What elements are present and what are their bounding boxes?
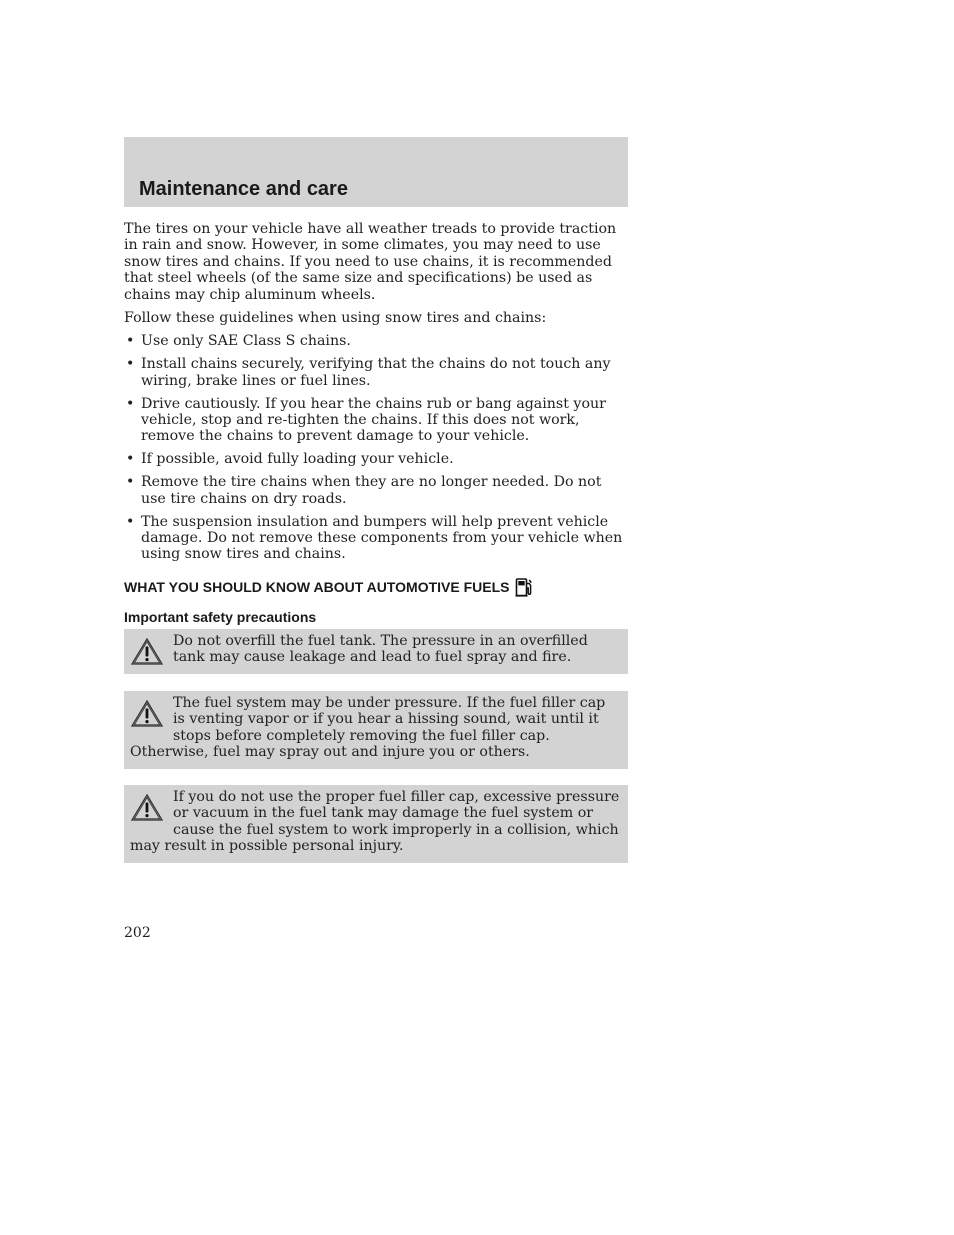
bullet-dot: •: [126, 451, 135, 468]
page-number: 202: [124, 925, 151, 941]
list-item-text: If possible, avoid fully loading your vehicle.: [141, 451, 454, 468]
list-item-text: Drive cautiously. If you hear the chains rub or bang against your vehicle, stop and re-tighten the chains. If this does not work, remove the chains to prevent damage to your vehicle.: [141, 395, 606, 445]
fuels-section-heading: [124, 577, 628, 597]
list-item: [124, 396, 628, 445]
list-item: [124, 356, 628, 389]
warning-box: [124, 785, 628, 863]
bullet-dot: •: [126, 513, 135, 530]
list-item: [124, 474, 628, 507]
warning-triangle-icon: [130, 637, 164, 667]
warning-box: [124, 629, 628, 674]
list-item-text: Install chains securely, verifying that the chains do not touch any wiring, brake lines or fuel lines.: [141, 356, 611, 389]
list-item-text: The suspension insulation and bumpers will help prevent vehicle damage. Do not remove these components from your vehicle when using snow tires and chains.: [141, 513, 623, 563]
list-item-text: Use only SAE Class S chains.: [141, 333, 351, 350]
fuels-heading-text: WHAT YOU SHOULD KNOW ABOUT AUTOMOTIVE FUELS: [124, 578, 510, 595]
warning-text: The fuel system may be under pressure. If the fuel filler cap is venting vapor or if you hear a hissing sound, wait until it stops before completely removing the fuel filler cap. Otherwise, fuel may spray out and injure you or others.: [130, 695, 606, 761]
intro-paragraph: The tires on your vehicle have all weather treads to provide traction in rain and snow. However, in some climates, you may need to use snow tires and chains. If you need to use chains, it is recommended that steel wheels (of the same size and specifications) be used as chains may chip aluminum wheels.: [124, 221, 617, 303]
guidelines-lead: Follow these guidelines when using snow tires and chains:: [124, 310, 547, 327]
bullet-dot: •: [126, 356, 135, 373]
warning-text: Do not overfill the fuel tank. The pressure in an overfilled tank may cause leakage and lead to fuel spray and fire.: [173, 633, 588, 666]
list-item: [124, 333, 628, 349]
guidelines-list: [124, 333, 628, 562]
bullet-dot: •: [126, 333, 135, 350]
list-item: [124, 514, 628, 563]
fuel-pump-icon: [515, 577, 533, 597]
main-content: [124, 221, 628, 625]
bullet-dot: •: [126, 474, 135, 491]
section-header-band: [124, 137, 628, 207]
warning-triangle-icon: [130, 699, 164, 729]
section-title: Maintenance and care: [139, 178, 348, 200]
warning-triangle-icon: [130, 793, 164, 823]
warning-text: If you do not use the proper fuel filler cap, excessive pressure or vacuum in the fuel tank may damage the fuel system or cause the fuel system to work improperly in a collision, which may result in possible personal injury.: [130, 789, 620, 855]
warning-box: [124, 691, 628, 769]
list-item-text: Remove the tire chains when they are no longer needed. Do not use tire chains on dry roads.: [141, 474, 602, 507]
safety-subheading: Important safety precautions: [124, 608, 317, 625]
list-item: [124, 451, 628, 467]
bullet-dot: •: [126, 395, 135, 412]
